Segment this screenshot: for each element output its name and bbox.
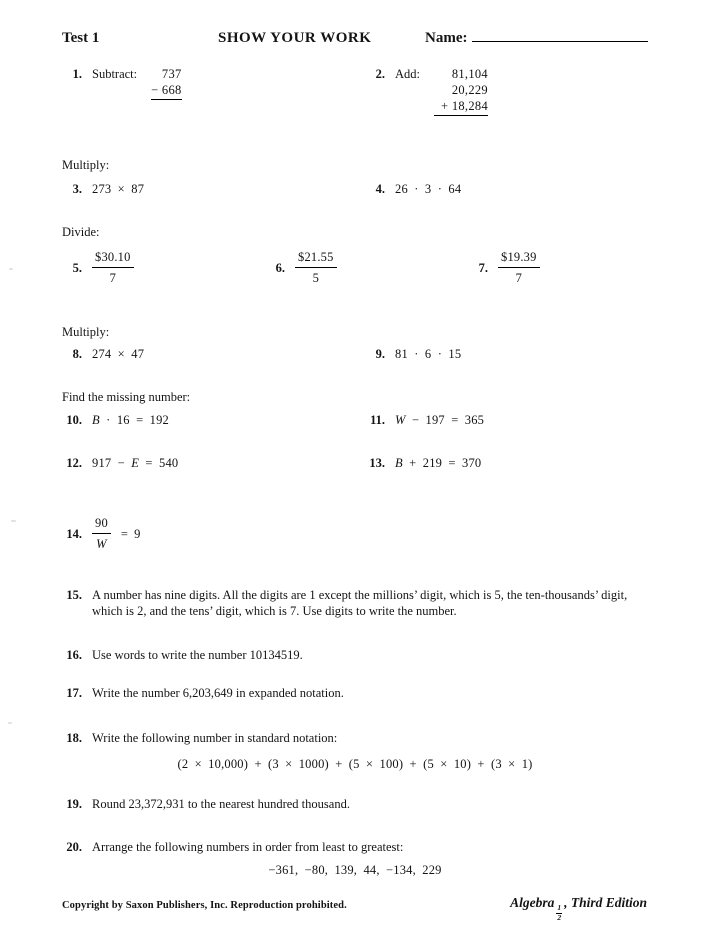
problem-13 xyxy=(365,455,481,471)
problem-16 xyxy=(62,647,654,663)
problem-17-number: 17. xyxy=(66,686,82,700)
problem-4-expression: 26 · 3 · 64 xyxy=(395,182,462,196)
problem-3-number: 3. xyxy=(72,182,82,196)
name-label: Name: xyxy=(425,30,468,46)
problem-2-stacked-numbers xyxy=(434,66,488,116)
stack-row: − 668 xyxy=(151,82,181,100)
problem-2-label: Add: xyxy=(395,67,420,81)
problem-8-expression: 274 × 47 xyxy=(92,347,145,361)
fraction-numerator: $21.55 xyxy=(298,250,334,264)
expr-post: + 219 = 370 xyxy=(402,456,482,470)
edition-label xyxy=(510,894,647,922)
problem-3-expression: 273 × 87 xyxy=(92,182,145,196)
edition-suffix: , Third Edition xyxy=(564,895,647,910)
stack-row: 737 xyxy=(161,67,182,81)
problem-11 xyxy=(365,412,484,428)
fraction-denominator: W xyxy=(92,533,111,552)
problem-13-number: 13. xyxy=(369,456,385,470)
problem-8-number: 8. xyxy=(72,347,82,361)
problem-6 xyxy=(265,249,337,287)
show-your-work-heading: SHOW YOUR WORK xyxy=(218,30,372,46)
problem-17 xyxy=(62,685,654,701)
scan-artifact xyxy=(11,520,16,522)
expr-variable: W xyxy=(395,413,406,427)
test-title: Test 1 xyxy=(62,30,100,46)
problem-1-stacked-numbers xyxy=(151,66,181,100)
problem-9-expression: 81 · 6 · 15 xyxy=(395,347,462,361)
problem-14-number: 14. xyxy=(66,526,82,541)
name-blank-line xyxy=(472,41,648,42)
fraction-numerator: 1 xyxy=(557,903,562,912)
problem-16-number: 16. xyxy=(66,648,82,662)
problem-10-number: 10. xyxy=(66,413,82,427)
problem-4 xyxy=(365,181,461,197)
problem-7 xyxy=(468,249,540,287)
problem-18-expression: (2 × 10,000) + (3 × 1000) + (5 × 100) + (5 × 10) + (3 × 1) xyxy=(177,757,533,771)
fraction-denominator: 5 xyxy=(295,267,337,286)
problem-18 xyxy=(62,730,654,746)
section-label-multiply-1: Multiply: xyxy=(62,158,110,172)
expr-post: − 197 = 365 xyxy=(405,413,485,427)
problem-12-number: 12. xyxy=(66,456,82,470)
problem-9 xyxy=(365,346,461,362)
problem-11-number: 11. xyxy=(370,413,385,427)
problem-19-text: Round 23,372,931 to the nearest hundred thousand. xyxy=(92,797,350,811)
problem-10 xyxy=(62,412,169,428)
scan-artifact xyxy=(8,722,12,724)
problem-12-expression xyxy=(92,455,178,471)
stack-row: + 18,284 xyxy=(434,98,488,116)
problem-18-text: Write the following number in standard notation: xyxy=(92,731,338,745)
problem-5-fraction xyxy=(92,249,134,287)
problem-20-number: 20. xyxy=(66,840,82,854)
problem-1 xyxy=(62,66,182,100)
problem-6-fraction xyxy=(295,249,337,287)
copyright-notice: Copyright by Saxon Publishers, Inc. Reproduction prohibited. xyxy=(62,900,347,911)
stack-row: 20,229 xyxy=(451,83,488,97)
problem-7-number: 7. xyxy=(478,260,488,275)
problem-17-text: Write the number 6,203,649 in expanded notation. xyxy=(92,686,344,700)
problem-5 xyxy=(62,249,134,287)
problem-12 xyxy=(62,455,178,471)
problem-1-number: 1. xyxy=(72,67,82,81)
stack-row: 81,104 xyxy=(451,67,488,81)
problem-16-text: Use words to write the number 10134519. xyxy=(92,648,303,662)
expr-variable: E xyxy=(131,456,140,470)
problem-11-expression xyxy=(395,412,484,428)
scan-artifact xyxy=(9,268,13,270)
problem-15-number: 15. xyxy=(66,588,82,602)
problem-15 xyxy=(62,587,654,620)
problem-18-number: 18. xyxy=(66,731,82,745)
expr-variable: B xyxy=(395,456,403,470)
problem-3 xyxy=(62,181,144,197)
problem-20 xyxy=(62,839,654,855)
problem-14 xyxy=(62,515,140,553)
name-field-group xyxy=(425,29,648,49)
fraction-denominator: 7 xyxy=(498,267,540,286)
expr-post: = 540 xyxy=(139,456,179,470)
problem-9-number: 9. xyxy=(375,347,385,361)
edition-title: Algebra xyxy=(510,895,555,910)
problem-2 xyxy=(365,66,488,116)
problem-6-number: 6. xyxy=(275,260,285,275)
expr-variable: B xyxy=(92,413,100,427)
problem-2-number: 2. xyxy=(375,67,385,81)
problem-1-label: Subtract: xyxy=(92,67,138,81)
problem-14-equals: = 9 xyxy=(120,526,141,541)
fraction-denominator: 2 xyxy=(557,912,562,922)
one-half-fraction xyxy=(556,904,562,922)
section-label-divide: Divide: xyxy=(62,225,100,239)
problem-7-fraction xyxy=(498,249,540,287)
problem-20-number-list: −361, −80, 139, 44, −134, 229 xyxy=(268,863,442,877)
fraction-denominator: 7 xyxy=(92,267,134,286)
problem-10-expression xyxy=(92,412,169,428)
problem-4-number: 4. xyxy=(375,182,385,196)
fraction-numerator: 90 xyxy=(95,516,108,530)
problem-20-text: Arrange the following numbers in order from least to greatest: xyxy=(92,840,404,854)
expr-post: · 16 = 192 xyxy=(99,413,170,427)
expr-pre: 917 − xyxy=(92,456,132,470)
section-label-find-missing: Find the missing number: xyxy=(62,390,191,404)
problem-14-fraction xyxy=(92,515,111,553)
problem-5-number: 5. xyxy=(72,260,82,275)
problem-19-number: 19. xyxy=(66,797,82,811)
problem-8 xyxy=(62,346,144,362)
problem-15-text: A number has nine digits. All the digits are 1 except the millions’ digit, which is 5, the ten-thousands’ digit, which is 2, and the tens’ digit, which is 7. Use digits to write the number. xyxy=(92,588,628,619)
problem-19 xyxy=(62,796,654,812)
fraction-numerator: $19.39 xyxy=(501,250,537,264)
section-label-multiply-2: Multiply: xyxy=(62,325,110,339)
fraction-numerator: $30.10 xyxy=(95,250,131,264)
problem-13-expression xyxy=(395,455,481,471)
